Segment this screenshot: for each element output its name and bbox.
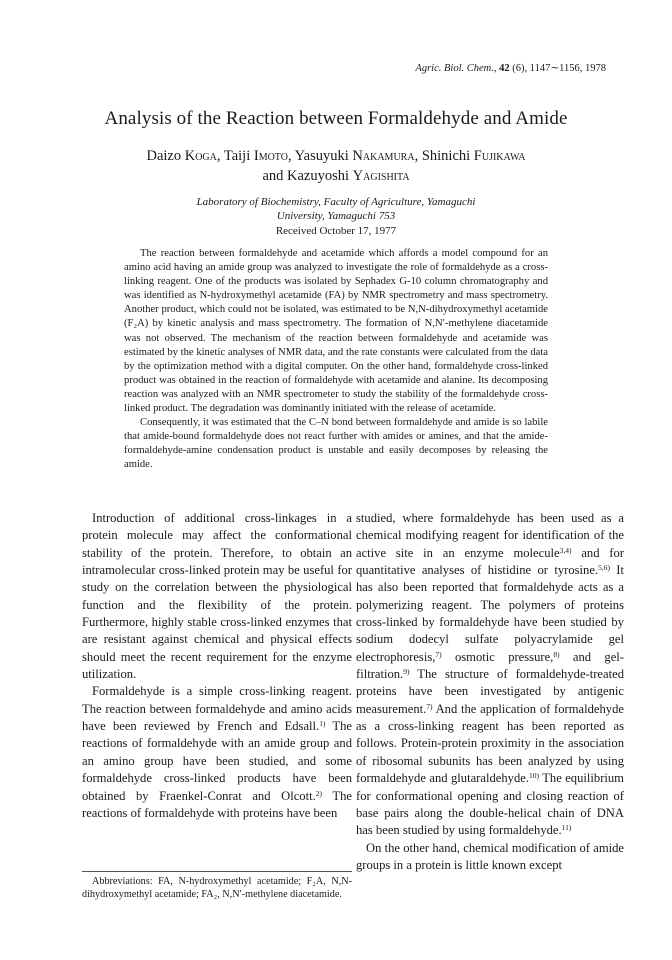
journal-name: Agric. Biol. Chem.,: [415, 63, 497, 74]
author-line-2: [0, 168, 672, 185]
journal-citation: [415, 62, 606, 74]
body-column-right: [356, 510, 624, 874]
author-family-name: Nakamura: [352, 148, 415, 164]
reference-marker: 7): [435, 649, 442, 659]
reference-marker: 2): [315, 788, 323, 798]
reference-marker: 1): [319, 719, 326, 729]
body-paragraph: studied, where formaldehyde has been used as a chemical modifying reagent for identification of the active site in an enzyme molecule$^{3,4)}$ and for quantitative analyses of histidine or tyrosine.$^{5,6)}$ It has also been reported that formaldehyde acts as a polymerizing reagent. The polymers of proteins cross-linked by formaldehyde have been studied by sodium dodecyl sulfate polyacrylamide gel electrophoresis,$^{7)}$ osmotic pressure,$^{8)}$ and gel-filtration.$^{9)}$ The structure of formaldehyde-treated proteins have been investigated by antigenic measurement.$^{7)}$ And the application of formaldehyde as a cross-linking reagent has been reported as follows. Protein-protein proximity in the association of ribosomal subunits has been analyzed by using formaldehyde and glutaraldehyde.$^{10)}$ The equilibrium for conformational opening and closing reaction of base pairs along the double-helical chain of DNA has been studied by using formaldehyde.$^{11)}$: [356, 511, 625, 838]
author-given-name: Daizo: [146, 148, 185, 164]
reference-marker: 7): [426, 701, 433, 711]
author-family-name: Yagishita: [352, 168, 410, 184]
reference-marker: 10): [528, 771, 539, 781]
reference-marker: 5,6): [598, 563, 610, 573]
reference-marker: 9): [403, 667, 410, 677]
affiliation-line-1: Laboratory of Biochemistry, Faculty of Agriculture, Yamaguchi: [196, 196, 476, 208]
received-date: Received October 17, 1977: [275, 225, 397, 237]
abstract-paragraph: The reaction between formaldehyde and acetamide which affords a model compound for an amino acid having an amide group was analyzed to investigate the role of formaldehyde as a cross-linking reagent. One of the products was isolated by Sephadex G-10 column chromatography and was identified as N-hydroxymethyl acetamide (FA) by NMR spectrometry and mass spectrometry. Another product, which could not be isolated, was estimated to be N,N-dihydroxymethyl acetamide (F₂A) by kinetic analysis and mass spectrometry. The formation of N,N′-methylene diacetamide was not observed. The mechanism of the reaction between formaldehyde and acetamide was estimated by the kinetic analyses of NMR data, and the rate constants were calculated from the data by the optimization method with a digital computer. On the other hand, formaldehyde cross-linked product was obtained in the reaction of formaldehyde with acetamide and alanine. Its decomposing reaction was analyzed with an NMR spectrometer to study the stability of the formaldehyde cross-linked product. The degradation was dominantly initiated with the release of acetamide.: [124, 248, 548, 415]
body-column-left: [82, 510, 352, 822]
reference-marker: 3,4): [559, 545, 572, 555]
author-family-name: Fujikawa: [473, 148, 526, 164]
abstract-paragraph: Consequently, it was estimated that the C–N bond between formaldehyde and amide is so labile that amide-bound formaldehyde does not react further with amides or amines, and that the amide-formaldehyde-amine condensation product is unstable and easily decomposes by releasing the amide.: [124, 417, 548, 471]
author-given-name: , Shinichi: [414, 148, 474, 164]
abstract: [124, 247, 548, 473]
article-title: Analysis of the Reaction between Formaldehyde and Amide: [104, 108, 568, 129]
footnote: [82, 871, 352, 902]
author-line-1: [0, 148, 672, 165]
author-given-name: , Taiji: [216, 148, 254, 164]
reference-marker: 8): [553, 649, 560, 659]
journal-issue-pages: (6), 1147∼1156, 1978: [512, 63, 606, 74]
reference-marker: 11): [561, 823, 572, 833]
author-family-name: Koga: [184, 148, 217, 164]
journal-volume: 42: [499, 63, 510, 74]
body-paragraph: Introduction of additional cross-linkages in a protein molecule may affect the conformational stability of the protein. Therefore, to obtain an intramolecular cross-linked protein may be useful for study on the correlation between the physiological function and the flexibility of the protein. Furthermore, highly stable cross-linked enzymes that are resistant against chemical and physical effects should meet the recent requirement for the enzyme utilization.: [82, 511, 352, 682]
author-given-name: , Yasuyuki: [287, 148, 353, 164]
author-given-name: and Kazuyoshi: [262, 168, 353, 184]
abbreviations-footnote: Abbreviations: FA, N-hydroxymethyl acetamide; F₂A, N,N-dihydroxymethyl acetamide; FA₂, N,N′-methylene diacetamide.: [82, 876, 352, 901]
affiliation-line-2: University, Yamaguchi 753: [276, 210, 396, 222]
body-paragraph: On the other hand, chemical modification of amide groups in a protein is little known except: [356, 840, 624, 872]
author-family-name: Imoto: [253, 148, 288, 164]
body-paragraph: Formaldehyde is a simple cross-linking reagent. The reaction between formaldehyde and amino acids have been reviewed by French and Edsall.$^{1)}$ The reactions of formaldehyde with an amide group and an amino group have been studied, and some formaldehyde cross-linked products have been obtained by Fraenkel-Conrat and Olcott.$^{2)}$ The reactions of formaldehyde with proteins have been: [82, 684, 352, 820]
